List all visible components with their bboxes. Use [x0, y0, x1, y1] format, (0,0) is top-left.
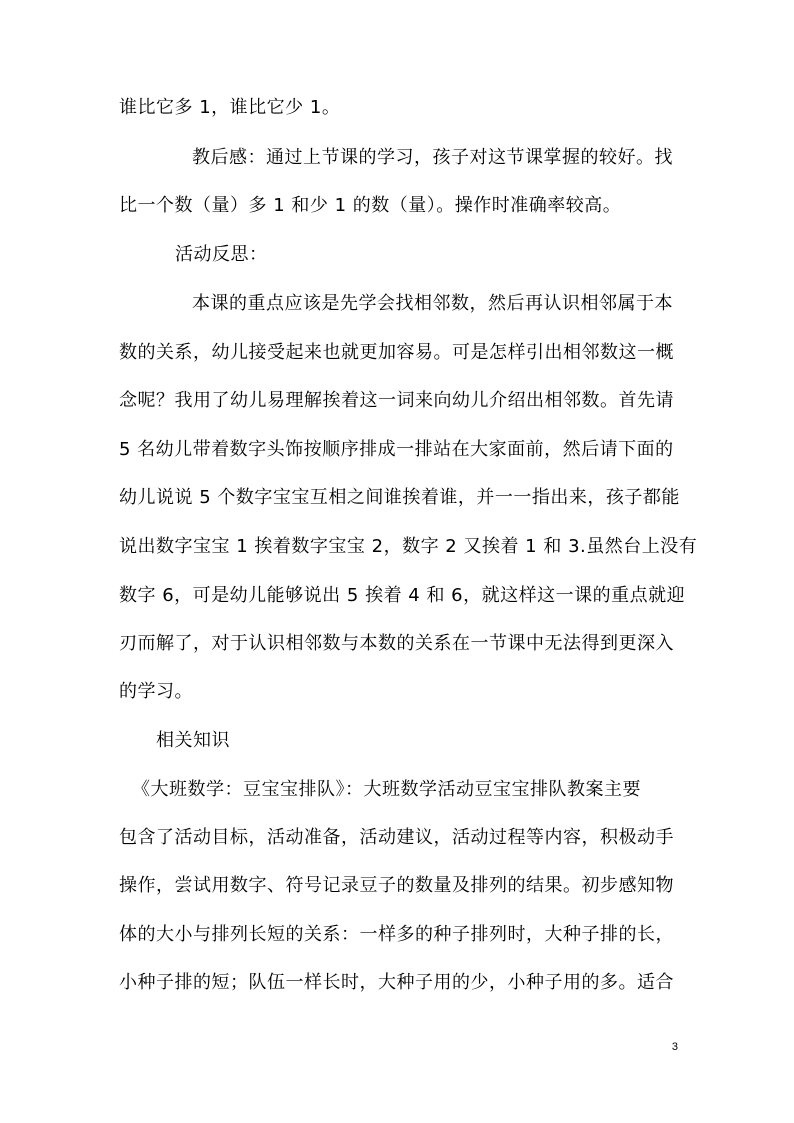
page-number: 3	[671, 1041, 678, 1053]
section-heading: 相关知识	[156, 730, 230, 751]
paragraph-line: 数字 6，可是幼儿能够说出 5 挨着 4 和 6，就这样这一课的重点就迎	[119, 585, 686, 606]
paragraph-line: 谁比它多 1，谁比它少 1。	[119, 97, 341, 118]
paragraph-line: 的学习。	[119, 681, 193, 702]
paragraph-line: 5 名幼儿带着数字头饰按顺序排成一排站在大家面前，然后请下面的	[119, 439, 674, 460]
paragraph-line: 体的大小与排列长短的关系：一样多的种子排列时，大种子排的长，	[119, 924, 674, 945]
paragraph-line: 比一个数（量）多 1 和少 1 的数（量）。操作时准确率较高。	[119, 195, 622, 216]
paragraph-line: 说出数字宝宝 1 挨着数字宝宝 2，数字 2 又挨着 1 和 3.虽然台上没有	[119, 536, 698, 557]
paragraph-line: 本课的重点应该是先学会找相邻数，然后再认识相邻属于本	[192, 293, 673, 314]
paragraph-line: 念呢？我用了幼儿易理解挨着这一词来向幼儿介绍出相邻数。首先请	[119, 390, 674, 411]
paragraph-line: 教后感：通过上节课的学习，孩子对这节课掌握的较好。找	[192, 147, 673, 168]
paragraph-line: 数的关系，幼儿接受起来也就更加容易。可是怎样引出相邻数这一概	[119, 342, 674, 363]
paragraph-line: 操作，尝试用数字、符号记录豆子的数量及排列的结果。初步感知物	[119, 875, 674, 896]
paragraph-line: 《大班数学：豆宝宝排队》：大班数学活动豆宝宝排队教案主要	[132, 779, 641, 800]
paragraph-line: 小种子排的短；队伍一样长时，大种子用的少，小种子用的多。适合	[119, 972, 674, 993]
paragraph-line: 幼儿说说 5 个数字宝宝互相之间谁挨着谁，并一一指出来，孩子都能	[119, 487, 680, 508]
section-heading: 活动反思：	[175, 244, 268, 265]
paragraph-line: 刃而解了，对于认识相邻数与本数的关系在一节课中无法得到更深入	[119, 633, 674, 654]
paragraph-line: 包含了活动目标，活动准备，活动建议，活动过程等内容，积极动手	[119, 827, 674, 848]
